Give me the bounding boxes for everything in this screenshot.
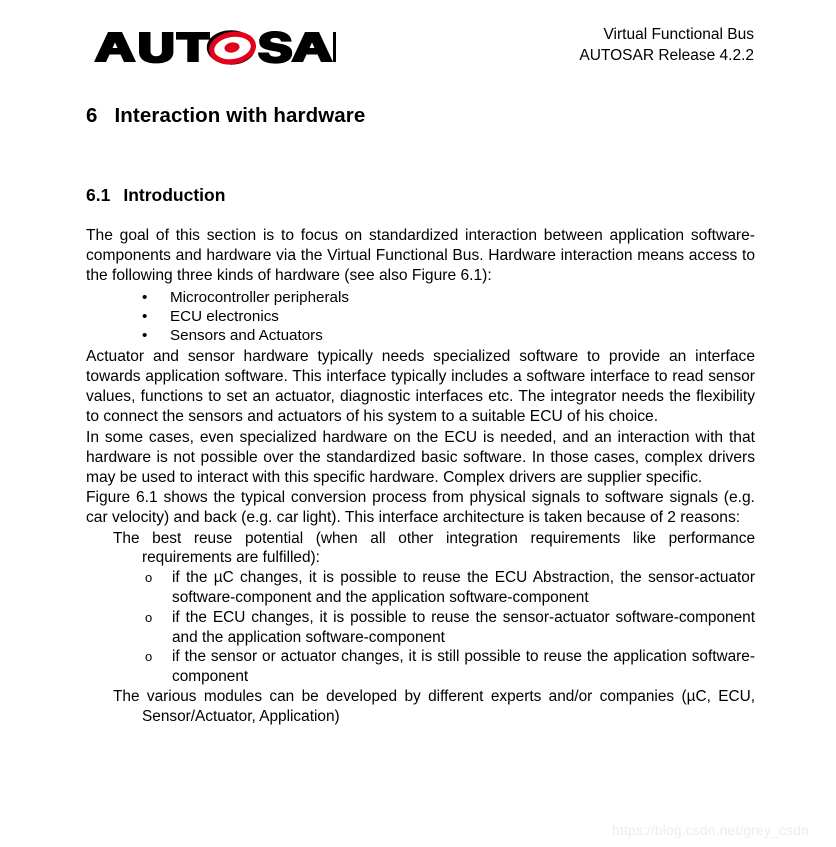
list-item-label: ECU electronics: [170, 308, 279, 326]
autosar-logo: [92, 28, 336, 72]
reason-item-1: [113, 529, 755, 569]
document-header: [0, 24, 836, 84]
hardware-kinds-list: [86, 288, 755, 346]
list-item: [86, 326, 755, 345]
disc-bullet-icon: •: [142, 288, 148, 306]
header-title-line1: Virtual Functional Bus: [603, 26, 754, 43]
reuse-sub-list: [86, 568, 755, 687]
reason-item-1-text: The best reuse potential (when all other integration requirements like performance requirements are fulfilled):: [113, 529, 755, 567]
section-number-6: 6: [86, 104, 98, 127]
section-number-6-1: 6.1: [86, 185, 111, 205]
list-item-label: if the sensor or actuator changes, it is still possible to reuse the application software-component: [172, 648, 755, 686]
section-title-6: Interaction with hardware: [114, 104, 366, 127]
list-item: [145, 647, 755, 687]
document-body: [86, 226, 755, 727]
circle-bullet-icon: o: [145, 609, 153, 625]
paragraph-intro: The goal of this section is to focus on standardized interaction between application software-components and hardware via the Virtual Functional Bus. Hardware interaction means access to the following three kinds of hardware (see also Figure 6.1):: [86, 227, 755, 285]
section-title-6-1: Introduction: [123, 185, 226, 205]
paragraph-actuator-sensor: Actuator and sensor hardware typically needs specialized software to provide an interface towards application software. This interface typically includes a software interface to read sensor values, functions to set an actuator, diagnostic interfaces etc. The integrator needs the flexibility to connect the sensors and actuators of his system to a suitable ECU of his choice.: [86, 347, 755, 426]
header-doc-info: [579, 24, 754, 66]
reason-item-2: [113, 687, 755, 727]
section-heading-6: [86, 104, 365, 128]
circle-bullet-icon: o: [145, 570, 153, 586]
header-title-line2: AUTOSAR Release 4.2.2: [579, 47, 754, 64]
list-item: [86, 288, 755, 307]
list-item: [145, 608, 755, 648]
list-item: [86, 307, 755, 326]
reason-item-2-text: The various modules can be developed by different experts and/or companies (µC, ECU, Sensor/Actuator, Application): [113, 688, 755, 725]
circle-bullet-icon: o: [145, 649, 153, 665]
section-heading-6-1: [86, 185, 225, 206]
disc-bullet-icon: •: [142, 308, 148, 326]
paragraph-complex-drivers: In some cases, even specialized hardware on the ECU is needed, and an interaction with that hardware is not possible over the standardized basic software. In those cases, complex drivers may be used to interact with this specific hardware. Complex drivers are supplier specific.: [86, 428, 755, 487]
list-item-label: if the µC changes, it is possible to reuse the ECU Abstraction, the sensor-actuator software-component and the application software-component: [172, 569, 755, 607]
watermark: https://blog.csdn.net/grey_csdn: [612, 822, 809, 838]
list-item: [145, 568, 755, 608]
disc-bullet-icon: •: [142, 327, 148, 345]
list-item-label: Sensors and Actuators: [170, 327, 323, 345]
paragraph-figure-reference: Figure 6.1 shows the typical conversion process from physical signals to software signals (e.g. car velocity) and back (e.g. car light). This interface architecture is taken because of 2 reasons:: [86, 489, 755, 527]
list-item-label: if the ECU changes, it is possible to reuse the sensor-actuator software-component and the application software-component: [172, 608, 755, 646]
list-item-label: Microcontroller peripherals: [170, 288, 349, 306]
